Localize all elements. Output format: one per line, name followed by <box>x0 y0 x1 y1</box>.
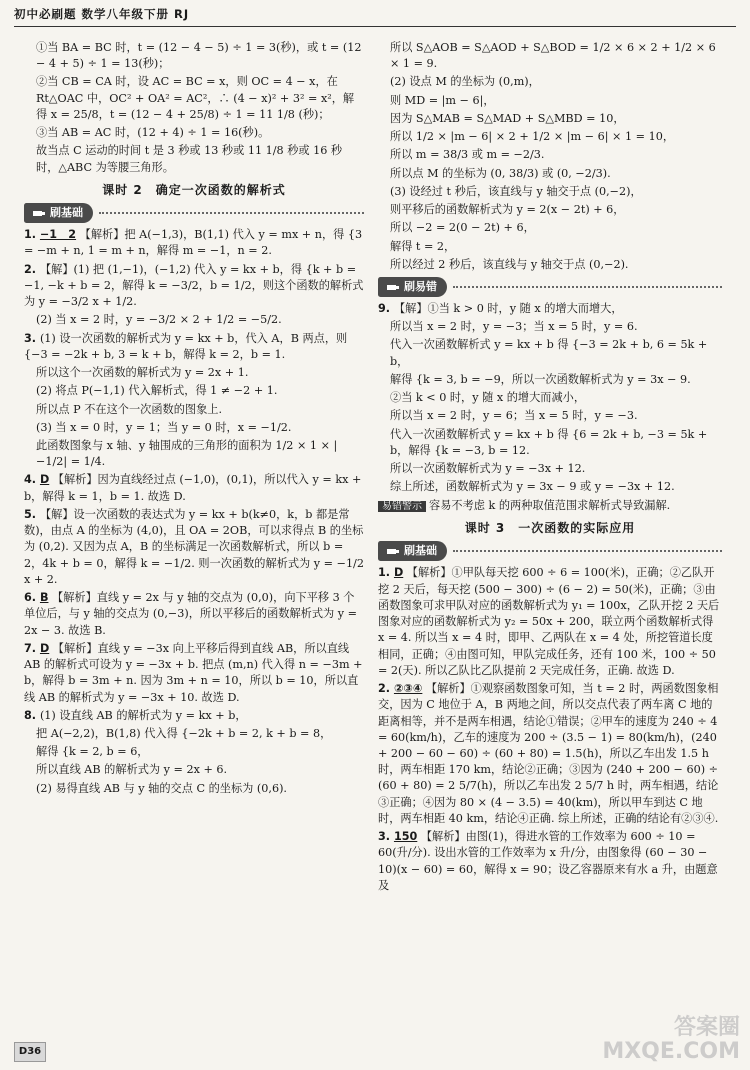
question-number: 8. <box>24 708 40 722</box>
section-badge <box>24 203 364 223</box>
answer-line <box>378 147 722 163</box>
answer-line <box>24 641 364 706</box>
line-text: 所以 1/2 × |m − 6| × 2 + 1/2 × |m − 6| × 1 = 10， <box>390 130 675 144</box>
answer-line <box>24 383 364 399</box>
line-text: (3) 设经过 t 秒后，该直线与 y 轴交于点 (0,−2)， <box>390 184 642 198</box>
brush-icon <box>378 277 447 297</box>
line-text: (1) 设直线 AB 的解析式为 y = kx + b， <box>39 708 247 722</box>
line-text: 【解析】直线 y = 2x 与 y 轴的交点为 (0,0)，向下平移 3 个单位后，与 y 轴的交点为 (0,−3)，所以平移后的函数解析式为 y = 2x − 3. 故选 B. <box>24 591 358 637</box>
question-number: 1. <box>378 566 394 580</box>
answer-line <box>24 744 364 760</box>
question-number: 2. <box>24 262 40 276</box>
line-text: 解得 t = 2， <box>390 239 456 253</box>
left-column <box>24 40 364 799</box>
line-text: 故当点 C 运动的时间 t 是 3 秒或 13 秒或 11 1/8 秒或 16 秒时，△ABC 为等腰三角形。 <box>36 144 343 174</box>
line-text: 所以点 P 不在这个一次函数的图象上. <box>36 402 223 416</box>
line-text: ③当 AB = AC 时，(12 + 4) ÷ 1 = 16(秒)。 <box>36 126 270 140</box>
line-text: 所以当 x = 2 时，y = −3；当 x = 5 时，y = 6. <box>390 320 638 334</box>
line-text: 所以 m = 38/3 或 m = −2/3. <box>390 148 545 162</box>
line-text: ①当 BA = BC 时，t = (12 − 4 − 5) ÷ 1 = 3(秒)，或 t = (12 − 4 + 5) ÷ 1 = 13(秒)； <box>36 41 362 71</box>
answer-key: ②③④ <box>393 682 423 696</box>
answer-line <box>378 479 722 495</box>
answer-line <box>24 507 364 588</box>
answer-line <box>378 239 722 255</box>
answer-line <box>378 427 722 459</box>
line-text: (2) 当 x = 2 时，y = −3/2 × 2 + 1/2 = −5/2. <box>36 313 282 327</box>
answer-line <box>24 143 364 175</box>
answer-line <box>24 262 364 311</box>
answer-line <box>378 220 722 236</box>
line-text: 所以一次函数解析式为 y = −3x + 12. <box>390 462 586 476</box>
answer-line <box>378 390 722 406</box>
line-text: 【解析】①甲队每天挖 600 ÷ 6 = 100(米)，正确；②乙队开挖 2 天后，每天挖 (500 − 300) ÷ (6 − 2) = 50(米)，正确；③由函数图象可求甲队对应的函数解析式为 y₁ = 100x，乙队开挖 2 天后图象对应的函数解析式为 y₂ = 50x + 200，联立两个函数解析式得 x = 4. 所以当 x = 4 时，即甲、乙两队在 x = 4 处，所挖管道长度相同，正确；④由图可知，甲队完成任务，还有 100 米，100 ÷ 50 = 2(天). 所以乙队比乙队提前 2 天完成任务，正确. 故选 D. <box>378 566 720 677</box>
answer-line <box>378 408 722 424</box>
line-text: 所以 S△AOB = S△AOD + S△BOD = 1/2 × 6 × 2 + 1/2 × 6 × 1 = 9. <box>390 41 716 71</box>
line-text: 【解析】把 A(−1,3)，B(1,1) 代入 y = mx + n，得 {3 = −m + n, 1 = m + n，解得 m = −1，n = 2. <box>24 228 363 258</box>
question-number: 1. <box>24 228 40 242</box>
question-number: 6. <box>24 591 40 605</box>
answer-line <box>24 125 364 141</box>
answer-line <box>378 202 722 218</box>
section-badge <box>378 541 722 561</box>
lesson-title <box>378 520 722 537</box>
answer-key: −1 2 <box>39 228 77 242</box>
answer-line <box>378 93 722 109</box>
line-text: 则 MD = |m − 6|， <box>390 93 495 107</box>
dotted-divider <box>453 550 722 552</box>
answer-line <box>378 461 722 477</box>
answer-line <box>378 74 722 90</box>
section-label: 刷易错 <box>404 280 437 294</box>
answer-line <box>378 498 722 515</box>
line-text: 【解析】直线 y = −3x 向上平移后得到直线 AB，所以直线 AB 的解析式可设为 y = −3x + b. 把点 (m,n) 代入得 n = −3m + b，解得 b = 3m + n. 因为 3m + n = 10，所以 b = 10，所以直线 AB 的解析式为 y = −3x + 10. 故选 D. <box>24 641 363 704</box>
answer-line <box>378 681 722 827</box>
line-text: 所以点 M 的坐标为 (0, 38/3) 或 (0, −2/3). <box>390 166 611 180</box>
section-badge <box>378 277 722 297</box>
answer-line <box>24 762 364 778</box>
answer-key: B <box>39 591 49 605</box>
answer-key: D <box>39 473 50 487</box>
answer-line <box>24 438 364 470</box>
line-text: 所以经过 2 秒后，该直线与 y 轴交于点 (0,−2). <box>390 257 629 271</box>
answer-key: 150 <box>393 830 418 844</box>
brush-icon <box>378 541 447 561</box>
answer-line <box>24 726 364 742</box>
answer-line <box>24 590 364 639</box>
warning-tag: 易错警示 <box>378 501 426 512</box>
line-text: 【解析】因为直线经过点 (−1,0)，(0,1)，所以代入 y = kx + b，解得 k = 1，b = 1. 故选 D. <box>24 473 362 503</box>
answer-line <box>378 319 722 335</box>
line-text: (2) 将点 P(−1,1) 代入解析式，得 1 ≠ −2 + 1. <box>36 384 278 398</box>
line-text: 【解析】由图(1)，得进水管的工作效率为 600 ÷ 10 = 60(升/分). 设出水管的工作效率为 x 升/分，由图象得 (60 − 30 − 10)(x − 60) = 60，解得 x = 90；设乙容器原来有水 a 升，由题意及 <box>378 830 718 892</box>
dotted-divider <box>453 286 722 288</box>
answer-line <box>24 402 364 418</box>
question-number: 2. <box>378 682 394 696</box>
answer-line <box>24 40 364 72</box>
line-text: 【解】设一次函数的表达式为 y = kx + b(k≠0，k，b 都是常数)，由点 A 的坐标为 (4,0)，且 OA = 2OB，可以求得点 B 的坐标为 (0,2). 又因为点 A，B 的坐标满足一次函数解析式，所以 b = 2，4k + b = 0，解得 k = −1/2. 则一次函数的解析式为 y = −1/2 x + 2. <box>24 507 364 586</box>
answer-line <box>24 312 364 328</box>
line-text: ②当 CB = CA 时，设 AC = BC = x，则 OC = 4 − x，在 Rt△OAC 中，OC² + OA² = AC²，∴ (4 − x)² + 3² = x²，解得 x = 25/8，t = (12 − 4 + 25/8) ÷ 1 = 11 1/8 (秒)； <box>36 75 355 121</box>
line-text: 所以直线 AB 的解析式为 y = 2x + 6. <box>36 763 228 777</box>
line-text: 综上所述，函数解析式为 y = 3x − 9 或 y = −3x + 12. <box>390 480 675 494</box>
right-column <box>378 40 722 896</box>
question-number: 3. <box>24 331 40 345</box>
question-number: 7. <box>24 641 40 655</box>
answer-line <box>24 420 364 436</box>
answer-line <box>378 111 722 127</box>
line-text: 因为 S△MAB = S△MAD + S△MBD = 10， <box>390 111 625 125</box>
line-text: 解得 {k = 3, b = −9，所以一次函数解析式为 y = 3x − 9. <box>390 372 691 386</box>
section-label: 刷基础 <box>50 206 83 220</box>
answer-line <box>24 708 364 724</box>
line-text: 课时 3 一次函数的实际应用 <box>464 521 636 536</box>
page-number: D36 <box>14 1042 46 1062</box>
line-text: 容易不考虑 k 的两种取值范围求解析式导致漏解. <box>429 498 671 512</box>
line-text: 所以当 x = 2 时，y = 6；当 x = 5 时，y = −3. <box>390 409 638 423</box>
answer-line <box>24 74 364 123</box>
answer-line <box>378 166 722 182</box>
line-text: (3) 当 x = 0 时，y = 1；当 y = 0 时，x = −1/2. <box>36 420 292 434</box>
line-text: 则平移后的函数解析式为 y = 2(x − 2t) + 6， <box>390 203 625 217</box>
line-text: 把 A(−2,2)，B(1,8) 代入得 {−2k + b = 2, k + b = 8， <box>36 727 332 740</box>
answer-key: D <box>393 566 404 580</box>
watermark-logo: 答案圈 MXQE.COM <box>602 1014 740 1064</box>
line-text: 解得 {k = 2, b = 6， <box>36 745 149 759</box>
line-text: (2) 设点 M 的坐标为 (0,m)， <box>390 75 540 89</box>
line-text: 【解】①当 k > 0 时，y 随 x 的增大而增大， <box>393 301 623 315</box>
answer-line <box>378 129 722 145</box>
line-text: 课时 2 确定一次函数的解析式 <box>102 182 286 197</box>
question-number: 9. <box>378 301 394 315</box>
line-text: 代入一次函数解析式 y = kx + b 得 {6 = 2k + b, −3 = 5k + b，解得 {k = −3, b = 12. <box>390 427 708 457</box>
line-text: 【解】(1) 把 (1,−1)，(−1,2) 代入 y = kx + b，得 {k + b = −1, −k + b = 2，解得 k = −3/2，b = 1/2，则这个函数的解析式为 y = −3/2 x + 1/2. <box>24 262 364 309</box>
answer-line <box>24 472 364 504</box>
answer-line <box>24 781 364 797</box>
question-number: 3. <box>378 830 394 844</box>
line-text: ②当 k < 0 时，y 随 x 的增大而减小， <box>390 391 586 405</box>
answer-line <box>378 40 722 72</box>
line-text: 此函数图象与 x 轴、y 轴围成的三角形的面积为 1/2 × 1 × |−1/2| = 1/4. <box>36 439 338 469</box>
answer-line <box>378 301 722 317</box>
answer-key: D <box>39 641 50 655</box>
answer-line <box>24 365 364 381</box>
answer-line <box>378 184 722 200</box>
answer-line <box>24 331 364 363</box>
answer-line <box>24 227 364 259</box>
line-text: 代入一次函数解析式 y = kx + b 得 {−3 = 2k + b, 6 = 5k + b， <box>390 338 708 368</box>
dotted-divider <box>99 212 364 214</box>
line-text: 所以 −2 = 2(0 − 2t) + 6， <box>390 221 535 235</box>
page-header: 初中必刷题 数学八年级下册 RJ <box>14 6 736 27</box>
answer-line <box>378 565 722 679</box>
question-number: 4. <box>24 473 40 487</box>
brush-icon <box>24 203 93 223</box>
answer-line <box>378 372 722 388</box>
lesson-title <box>24 182 364 199</box>
question-number: 5. <box>24 507 40 521</box>
line-text: (1) 设一次函数的解析式为 y = kx + b，代入 A，B 两点，则 {−3 = −2k + b, 3 = k + b，解得 k = 2，b = 1. <box>24 331 348 361</box>
answer-line <box>378 337 722 369</box>
line-text: (2) 易得直线 AB 与 y 轴的交点 C 的坐标为 (0,6). <box>36 781 287 795</box>
answer-line <box>378 829 722 894</box>
answer-line <box>378 257 722 273</box>
section-label: 刷基础 <box>404 544 437 558</box>
line-text: 所以这个一次函数的解析式为 y = 2x + 1. <box>36 366 249 380</box>
line-text: 【解析】①观察函数图象可知，当 t = 2 时，两函数图象相交，因为 C 地位于 A，B 两地之间，所以交点代表了两车离 C 地的距离相等，并不是两车相遇，结论①错误；②甲车的速度为 240 ÷ 4 = 60(km/h)，乙车的速度为 200 ÷ (3.5 − 1) = 80(km/h)，(240 + 200 − 60 − 60) ÷ (60 + 80) = 1.5(h)，所以乙车出发 1.5 h 时，两车相距 170 km，结论②正确；③因为 (240 + 200 − 60) ÷ (60 + 80) = 2 5/7(h)，所以乙车出发 2 5/7 h 时，两车相遇，结论③正确；④因为 80 × (4 − 3.5) = 40(km)，所以甲车到达 C 地时，两车相距 40 km，结论④正确. 综上所述，正确的结论有②③④. <box>378 682 719 825</box>
